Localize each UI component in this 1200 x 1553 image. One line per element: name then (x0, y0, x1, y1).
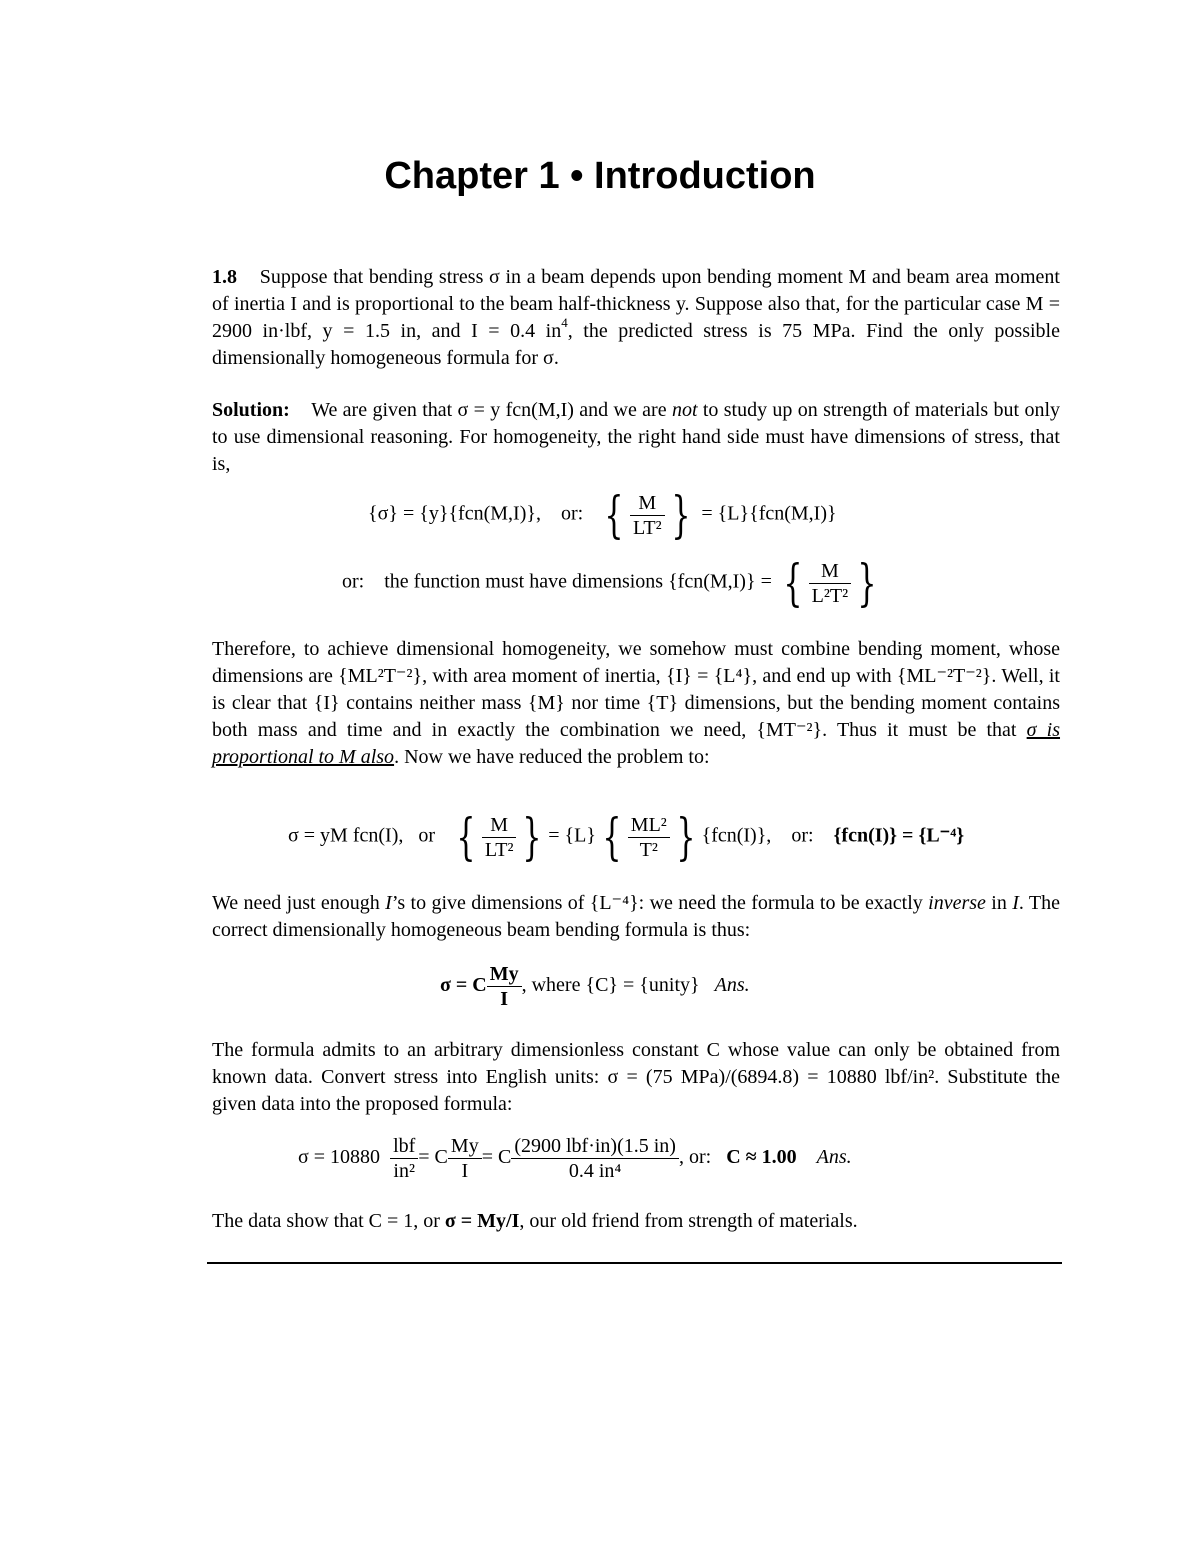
equation-3 (288, 808, 965, 866)
eq5-d1: in² (393, 1160, 415, 1182)
eq5-n2: My (448, 1134, 482, 1159)
solution-p4: The formula admits to an arbitrary dimensionless constant C whose value can only be obtained from known data. Convert stress into English units: σ = (75 MPa)/(6894.8) = 10880 lbf/in². Substitute the given data into the proposed formula: (212, 1039, 1060, 1115)
solution-paragraph-1 (212, 397, 1060, 478)
equation-1 (368, 486, 837, 544)
eq3-fraction-1 (482, 813, 517, 862)
solution-p3b: ’s to give dimensions of {L⁻⁴}: we need the formula to be exactly (391, 892, 929, 914)
eq1-fraction (630, 491, 665, 540)
eq5-fraction-3 (511, 1134, 679, 1183)
eq3-fraction-2 (628, 813, 670, 862)
eq4-where: , where {C} = {unity} (521, 974, 700, 997)
eq4-lhs: σ = C (440, 974, 487, 997)
equation-4 (440, 962, 750, 1011)
eq5-d2: I (461, 1160, 469, 1182)
equation-2 (342, 554, 883, 612)
eq5-d3: 0.4 in⁴ (568, 1160, 622, 1182)
right-brace-icon: } (857, 554, 877, 612)
solution-p3-I: I (385, 892, 392, 914)
solution-p2: Therefore, to achieve dimensional homogeneity, we somehow must combine bending moment, whose dimensions are {ML²T⁻²}, with area moment of inertia, {I} = {L⁴}, and end up with {ML⁻²T⁻²}. Well, it is clear that {I} contains neither mass {M} nor time {T} dimensions, but the bending moment contains both mass and time and in exactly the combination we need, {MT⁻²}. Thus it must be that (212, 638, 1060, 741)
solution-p3d: . The correct dimensionally homogeneous beam bending formula is thus: (212, 892, 1061, 941)
solution-p5-bold: σ = My/I (444, 1210, 520, 1232)
eq5-c2: = C (481, 1146, 512, 1169)
eq3-num2: ML² (628, 813, 670, 838)
eq2-fraction (809, 559, 851, 608)
eq2-text: the function must have dimensions {fcn(M,I)} = (384, 570, 772, 593)
eq3-num1: M (482, 813, 517, 838)
section-divider (207, 1262, 1062, 1264)
left-brace-icon: { (604, 486, 624, 544)
problem-text: Suppose that bending stress σ in a beam depends upon bending moment M and beam area moment of inertia I and is proportional to the beam half-thickness y. Suppose also that, for the particular case M = 2900 in·lbf, y = 1.5 in, and I = 0.4 in (212, 266, 1060, 342)
eq1-or: or: (560, 502, 584, 525)
eq5-c1: = C (418, 1146, 448, 1169)
left-brace-icon: { (456, 808, 476, 866)
solution-p1b: to study up on strength of materials but only to use dimensional reasoning. For homogeneity, the right hand side must have dimensions of stress, that is, (212, 399, 1060, 475)
eq3-den2: T² (639, 838, 658, 861)
eq5-result: C ≈ 1.00 (726, 1146, 797, 1169)
eq3-a: σ = yM fcn(I), (288, 824, 404, 847)
left-brace-icon: { (602, 808, 622, 866)
eq3-or2: or: (791, 824, 814, 847)
eq3-den1: LT² (484, 838, 514, 861)
solution-p3a: We need just enough (212, 892, 386, 914)
solution-paragraph-4 (212, 1037, 1060, 1118)
eq1-num: M (630, 491, 665, 516)
eq2-den: L²T² (811, 584, 849, 607)
solution-p5b: , our old friend from strength of materials. (519, 1210, 858, 1232)
eq4-num: My (487, 962, 522, 987)
solution-label: Solution: (212, 399, 290, 421)
solution-p1-not: not (671, 399, 698, 421)
right-brace-icon: } (676, 808, 696, 866)
solution-p3c: in (985, 892, 1013, 914)
equation-5 (298, 1134, 852, 1183)
eq1-left: {σ} = {y}{fcn(M,I)}, (368, 502, 541, 525)
eq4-den: I (500, 988, 509, 1010)
eq5-n3: (2900 lbf·in)(1.5 in) (511, 1134, 679, 1159)
problem-text-sup: 4 (561, 315, 568, 331)
eq2-num: M (809, 559, 851, 584)
eq2-or: or: (342, 570, 365, 593)
eq3-mid: = {L} (548, 824, 596, 847)
eq4-ans: Ans. (714, 974, 750, 997)
solution-p5a: The data show that C = 1, or (212, 1210, 445, 1232)
eq1-right: = {L}{fcn(M,I)} (701, 502, 837, 525)
right-brace-icon: } (522, 808, 542, 866)
left-brace-icon: { (783, 554, 803, 612)
solution-paragraph-3 (212, 890, 1060, 944)
eq5-lhs: σ = 10880 (298, 1146, 381, 1169)
problem-text-end: , the predicted stress is 75 MPa. Find the only possible dimensionally homogeneous formula for σ. (212, 320, 1060, 369)
eq5-ans: Ans. (816, 1146, 852, 1169)
chapter-title: Chapter 1 • Introduction (384, 155, 816, 197)
eq1-den: LT² (633, 516, 662, 539)
eq5-fraction-2 (448, 1134, 482, 1183)
eq3-end: {fcn(I)} = {L⁻⁴} (833, 824, 965, 847)
eq5-fraction-1 (390, 1134, 418, 1183)
solution-p2-end: . Now we have reduced the problem to: (394, 746, 710, 768)
solution-paragraph-5 (212, 1208, 1060, 1235)
right-brace-icon: } (670, 486, 691, 544)
solution-paragraph-2 (212, 636, 1060, 771)
eq3-fcn: {fcn(I)}, (701, 824, 772, 847)
eq4-fraction (487, 962, 522, 1011)
solution-p1a: We are given that σ = y fcn(M,I) and we are (311, 399, 672, 421)
eq5-or: , or: (678, 1146, 712, 1169)
problem-statement (212, 264, 1060, 372)
solution-p3-I2: I (1012, 892, 1019, 914)
problem-number: 1.8 (212, 266, 237, 288)
solution-p3-inv: inverse (928, 892, 986, 914)
solution-p2-emph: σ is proportional to M also (212, 719, 1061, 768)
eq5-n1: lbf (390, 1134, 418, 1159)
eq3-or1: or (418, 824, 436, 847)
